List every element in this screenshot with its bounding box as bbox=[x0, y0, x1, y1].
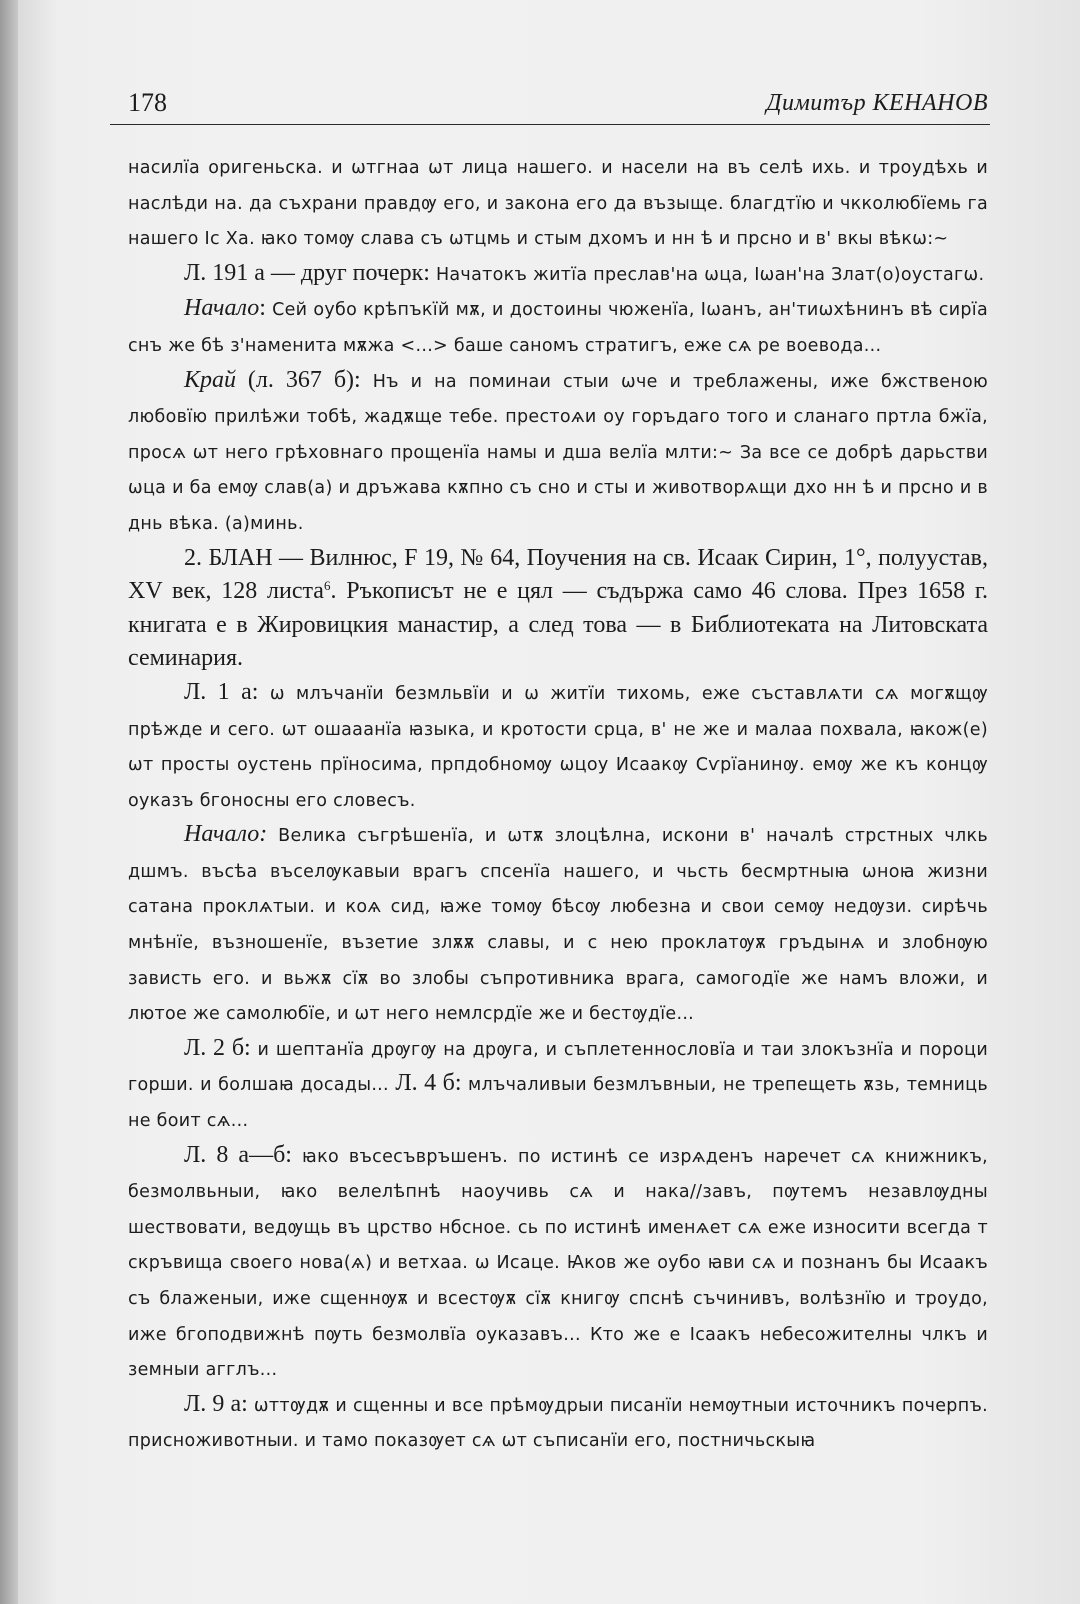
slavonic-quote-2: млъчаливыи безмлъвныи, не трепещеть ѫзь, темниць не боит сѧ... bbox=[128, 1075, 988, 1132]
slavonic-quote: ꙗко въсесъвръшенъ. по истинѣ се изрѧденъ наречет сѧ книжникъ, безмолвьныи, ꙗко велелѣпнѣ наоучивь сѧ и нака//завъ, пѹтемъ незавлѹдны шествовати, ведѹщь въ црство нбсное. сь по истинѣ именѧет сѧ еже износити всегда т скръвища своего нова(ѧ) и ветхаа. ѡ Исаце. Ꙗков же оубо ꙗви сѧ и познанъ бы Исаакъ съ блаженыи, иже сщеннѹѫ и всестѹѫ сїѫ книгѹ спснѣ съчинивъ, волѣзнїю и троудо, иже бгоподвижнѣ пѹть безмолвїа оуказавъ... Кто же е Ісаакъ небесожителны члкъ и земныи агглъ... bbox=[128, 1146, 988, 1381]
folio-reference: Л. 2 б: bbox=[184, 1034, 258, 1061]
footnote-marker[interactable]: 6 bbox=[323, 577, 331, 593]
slavonic-quote: Начатокъ житїа преслав'на ѡца, Іѡан'на Злат(о)оустагѡ. bbox=[435, 264, 985, 285]
section-label-beginning: Начало: bbox=[184, 821, 268, 848]
paragraph-7 bbox=[128, 818, 988, 1032]
paragraph-8 bbox=[128, 1032, 988, 1139]
manuscript-description: 2. БЛАН — Вилнюс, F 19, № 64, Поучения на св. Исаак Сирин, 1°, полуустав, XV век, 128 листа bbox=[128, 544, 988, 605]
running-head bbox=[110, 84, 990, 125]
folio-reference: Л. 9 а: bbox=[184, 1390, 254, 1417]
slavonic-quote: ѡ млъчанїи безмльвїи и ѡ житїи тихомь, еже съставлѧти сѧ могѫщѹ прѣжде и сего. ѡт ошааанїа ꙗзыка, и кротости срца, в' не же и малаа похвала, ꙗкож(е) ѡт просты оустень прїносима, прпдобномѹ ѡцоу Исаакѹ Сѵрїанинѹ. емѹ же къ концѹ оуказъ бгоносны его словесъ. bbox=[128, 683, 988, 811]
slavonic-quote: Нъ и на поминаи стыи ѡче и треблажены, иже бжственою любовїю прилѣжи тобѣ, жадѫще тебе. престоѧи оу горъдаго того и сланаго пртла бжїа, просѧ ѡт него грѣховнаго прощенїа намы и дша велїа млти:~ За все се добрѣ дарьстви ѡца и ба емѹ слав(а) и дръжава кѫпно съ сно и сты и животворѧщи дхо нн ѣ и прсно и в днь вѣка. (а)минь. bbox=[128, 371, 989, 534]
page-gutter-shadow bbox=[0, 0, 18, 1604]
paragraph-2 bbox=[128, 257, 988, 293]
paragraph-1 bbox=[128, 150, 988, 257]
slavonic-quote: и шептанїа дрѹгѹ на дрѹга, и съплетеннословїа и таи злокъзнїа и пороци горши. и болшаꙗ досады... bbox=[128, 1039, 988, 1096]
paragraph-3 bbox=[128, 292, 988, 363]
folio-reference: Л. 1 а: bbox=[184, 678, 270, 705]
folio-reference: Л. 191 а — друг почерк: bbox=[184, 259, 436, 286]
folio-note: (л. 367 б): bbox=[235, 366, 373, 393]
slavonic-quote: насилїа оригеньска. и ѡтгнаа ѡт лица нашего. и насели на въ селѣ ихь. и троудѣхь и наслѣди на. да съхрани правдѹ его, и закона его да възыще. благдтїю и чкколюбїемь га нашего Іс Ха. ꙗко томѹ слава съ ѡтцмь и стым дхомъ и нн ѣ и прсно и в' вкы вѣкѡ:~ bbox=[128, 158, 988, 250]
paragraph-9 bbox=[128, 1139, 988, 1388]
page-number: 178 bbox=[128, 88, 167, 117]
section-label-end: Край bbox=[184, 366, 236, 393]
slavonic-quote: Сей оубо крѣпъкїй мѫ, и достоины чюженїа, Іѡанъ, ан'тиѡхѣнинъ вѣ сирїа снъ же бѣ з'наменита мѫжа <...> баше саномъ стратигъ, еже сѧ ре воевода... bbox=[128, 300, 988, 356]
paragraph-4 bbox=[128, 364, 988, 542]
paragraph-5 bbox=[128, 542, 988, 676]
running-head-author: Димитър КЕНАНОВ bbox=[766, 90, 988, 116]
folio-reference-2: Л. 4 б: bbox=[388, 1070, 469, 1097]
paragraph-6 bbox=[128, 676, 988, 818]
folio-reference: Л. 8 а—б: bbox=[184, 1141, 303, 1168]
slavonic-quote: ѡттѹдѫ и сщенны и все прѣмѹдрыи писанїи немѹтныи источникъ почерпъ. присноживотныи. и тамо показѹет сѧ ѡт съписанїи его, постничьскыꙗ bbox=[128, 1395, 988, 1452]
body-text bbox=[128, 150, 988, 1459]
manuscript-description-rest: . Ръкописът не е цял — съдържа само 46 слова. През 1658 г. книгата е в Жировицкия манастир, а след това — в Библиотеката на Литовската семинария. bbox=[128, 578, 989, 672]
slavonic-quote: Велика съгрѣшенїа, и ѡтѫ злоцѣлна, искони в' началѣ стрстных члкь дшмъ. въсѣа въселѹкавыи врагъ спсенїа нашего, и чьсть бесмртныꙗ ѡноꙗ жизни сатана проклѧтыи. и коѧ сид, ꙗже томѹ бѣсѹ любезна и свои семѹ недѹзи. сирѣчь мнѣнїе, възношенїе, възетие злѫѫ славы, и с нею проклатѹѫ гръдынѧ и злобнѹю зависть его. и вьжѫ сїѫ во злобы съпротивника врага, самогодїе же намъ вложи, и лютое же самолюбїе, и ѡт него немлсрдїе же и бестѹдїе... bbox=[128, 826, 988, 1025]
section-label-beginning: Начало bbox=[184, 295, 260, 322]
label-space bbox=[267, 821, 278, 847]
paragraph-10 bbox=[128, 1388, 988, 1459]
label-colon: : bbox=[259, 295, 273, 322]
